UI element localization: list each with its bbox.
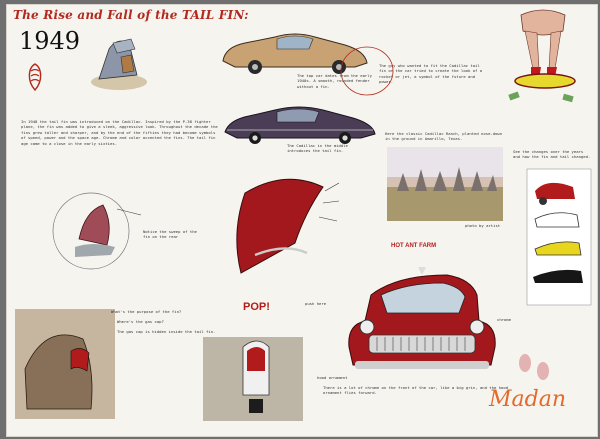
purple-car-sketch xyxy=(219,100,379,145)
handprint-marks xyxy=(515,345,555,385)
fin-evolution-panel xyxy=(527,169,591,305)
car-top-note: The top car dates from the early 1940s. A smooth, rounded fender without a fin. xyxy=(297,73,372,89)
photo-credit: photo by artist xyxy=(465,223,501,228)
hot-ant-farm-label: HOT ANT FARM xyxy=(391,243,437,249)
car-middle-note: The Cadillac in the middle introduces the tail fin. xyxy=(287,143,348,154)
artwork-board xyxy=(6,4,598,437)
top-right-note: The guy who wanted to fit the Cadillac tail fin on the car tried to create the look of a rocket or jet, a symbol of the future and power. xyxy=(379,63,483,85)
artwork-title: The Rise and Fall of the TAIL FIN: xyxy=(13,8,249,22)
pen-circle xyxy=(339,43,399,99)
legs-skateboard-sketch xyxy=(503,9,583,109)
red-fin-sketch xyxy=(225,173,343,281)
intro-paragraph: In 1948 the tail fin was introduced on the Cadillac. Inspired by the P-38 fighter plane, the fin was added to give a sleek, aggressive look. Throughout the decade the fins grew taller and sharper, and by the end of the fifties they had become symbols of speed, power and the space age. Chrome and color accented the fins. The tail fin age came to a close in the early sixties. xyxy=(21,119,218,146)
pop-label: POP! xyxy=(243,301,270,313)
cadillac-crest-icon xyxy=(25,63,45,91)
year-label: 1949 xyxy=(19,27,81,55)
red-car-front-sketch xyxy=(347,261,497,379)
artist-signature: Madan xyxy=(489,387,567,412)
tail-light-sketch xyxy=(15,309,115,419)
push-here-label: push here xyxy=(305,301,327,306)
photo-caption: Here the classic Cadillac Ranch, planted nose-down in the ground in Amarillo, Texas. xyxy=(385,131,503,142)
question-two: Where's the gas cap? xyxy=(117,319,164,324)
rear-bumper-sketch xyxy=(203,325,303,421)
question-three: The gas cap is hidden inside the tail fin. xyxy=(117,329,216,334)
question-one: What's the purpose of the fin? xyxy=(111,309,182,314)
cadillac-ranch-sketch xyxy=(87,27,157,97)
fin-detail-sketch xyxy=(45,185,145,275)
fin-evolution-note: See the changes over the years and how the fin and tail changed. xyxy=(513,149,591,160)
hood-ornament-label: hood ornament xyxy=(317,375,348,380)
chrome-label: chrome xyxy=(497,317,512,322)
fin-sweep-note: Notice the sweep of the fin on the rear xyxy=(143,229,197,240)
bottom-note: There is a lot of chrome on the front of the car, like a big grin, and the hood ornament flies forward. xyxy=(323,385,509,396)
cadillac-ranch-photo xyxy=(387,147,503,221)
